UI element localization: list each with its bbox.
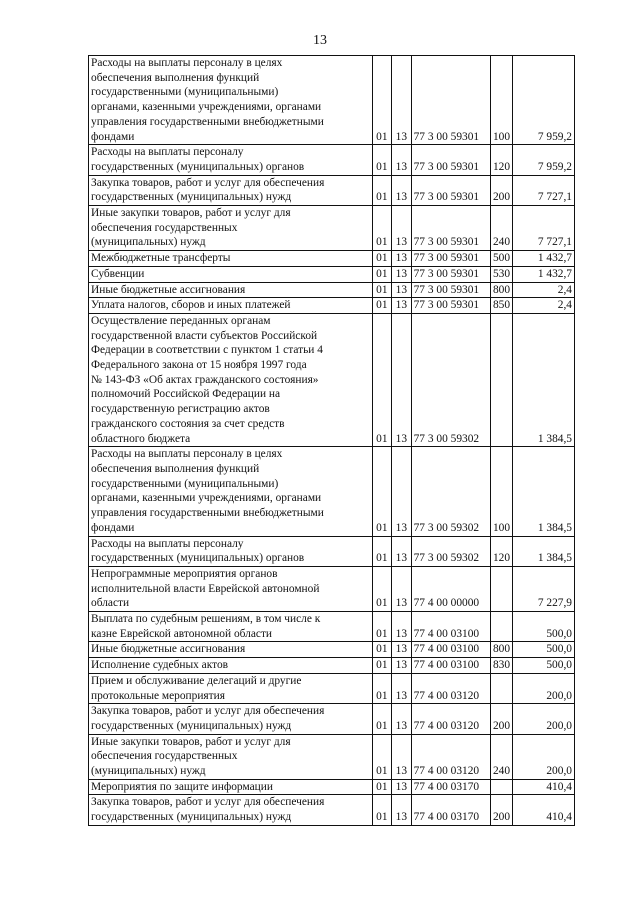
item-name-line: № 143-ФЗ «Об актах гражданского состояния» bbox=[91, 373, 319, 386]
amount: 1 432,7 bbox=[513, 251, 575, 267]
section-code: 01 bbox=[372, 642, 392, 658]
subsection-code: 13 bbox=[392, 734, 412, 779]
section-code: 01 bbox=[372, 536, 392, 566]
section-code: 01 bbox=[372, 566, 392, 611]
item-name-line: Уплата налогов, сборов и иных платежей bbox=[91, 299, 291, 312]
item-name-line: полномочий Российской Федерации на bbox=[91, 388, 281, 401]
table-row bbox=[89, 612, 575, 642]
item-name-line: Субвенции bbox=[91, 267, 145, 280]
expense-type-code: 800 bbox=[490, 282, 513, 298]
item-name-line: фондами bbox=[91, 130, 135, 143]
target-article-code: 77 4 00 03100 bbox=[411, 612, 490, 642]
section-code: 01 bbox=[372, 658, 392, 674]
amount: 1 432,7 bbox=[513, 266, 575, 282]
table-row bbox=[89, 536, 575, 566]
item-name-line: гражданского состояния за счет средств bbox=[91, 417, 285, 430]
row-item-name bbox=[89, 658, 373, 674]
subsection-code: 13 bbox=[392, 298, 412, 314]
table-row bbox=[89, 566, 575, 611]
table-row bbox=[89, 145, 575, 175]
amount: 200,0 bbox=[513, 673, 575, 703]
target-article-code: 77 3 00 59301 bbox=[411, 282, 490, 298]
item-name-line: обеспечения выполнения функций bbox=[91, 462, 260, 475]
expense-type-code: 500 bbox=[490, 251, 513, 267]
table-row bbox=[89, 251, 575, 267]
subsection-code: 13 bbox=[392, 612, 412, 642]
expense-type-code: 100 bbox=[490, 56, 513, 145]
row-item-name bbox=[89, 56, 373, 145]
target-article-code: 77 3 00 59301 bbox=[411, 206, 490, 251]
item-name-line: государственной власти субъектов Российской bbox=[91, 329, 318, 342]
target-article-code: 77 3 00 59301 bbox=[411, 298, 490, 314]
expense-type-code: 120 bbox=[490, 536, 513, 566]
amount: 2,4 bbox=[513, 298, 575, 314]
item-name-line: обеспечения государственных bbox=[91, 221, 238, 234]
expense-type-code: 100 bbox=[490, 447, 513, 536]
item-name-line: Непрограммные мероприятия органов bbox=[91, 567, 278, 580]
row-item-name bbox=[89, 673, 373, 703]
row-item-name bbox=[89, 642, 373, 658]
subsection-code: 13 bbox=[392, 536, 412, 566]
item-name-line: Расходы на выплаты персоналу bbox=[91, 537, 244, 550]
item-name-line: Расходы на выплаты персоналу bbox=[91, 146, 244, 159]
subsection-code: 13 bbox=[392, 704, 412, 734]
item-name-line: обеспечения государственных bbox=[91, 750, 238, 763]
table-row bbox=[89, 447, 575, 536]
item-name-line: Закупка товаров, работ и услуг для обеспечения bbox=[91, 705, 325, 718]
item-name-line: Иные закупки товаров, работ и услуг для bbox=[91, 207, 291, 220]
item-name-line: Межбюджетные трансферты bbox=[91, 252, 231, 265]
item-name-line: областного бюджета bbox=[91, 432, 191, 445]
target-article-code: 77 3 00 59301 bbox=[411, 251, 490, 267]
target-article-code: 77 4 00 03100 bbox=[411, 658, 490, 674]
section-code: 01 bbox=[372, 266, 392, 282]
target-article-code: 77 3 00 59302 bbox=[411, 447, 490, 536]
amount: 1 384,5 bbox=[513, 536, 575, 566]
subsection-code: 13 bbox=[392, 658, 412, 674]
expense-type-code: 200 bbox=[490, 175, 513, 205]
table-row bbox=[89, 779, 575, 795]
row-item-name bbox=[89, 734, 373, 779]
section-code: 01 bbox=[372, 612, 392, 642]
subsection-code: 13 bbox=[392, 566, 412, 611]
target-article-code: 77 4 00 03120 bbox=[411, 673, 490, 703]
item-name-line: обеспечения выполнения функций bbox=[91, 71, 260, 84]
section-code: 01 bbox=[372, 734, 392, 779]
page-number: 13 bbox=[313, 33, 327, 48]
item-name-line: Прием и обслуживание делегаций и другие bbox=[91, 674, 302, 687]
table-row bbox=[89, 734, 575, 779]
expense-type-code bbox=[490, 566, 513, 611]
row-item-name bbox=[89, 145, 373, 175]
row-item-name bbox=[89, 282, 373, 298]
subsection-code: 13 bbox=[392, 779, 412, 795]
row-item-name bbox=[89, 175, 373, 205]
expense-type-code bbox=[490, 779, 513, 795]
section-code: 01 bbox=[372, 313, 392, 446]
item-name-line: Иные бюджетные ассигнования bbox=[91, 643, 246, 656]
table-row bbox=[89, 795, 575, 825]
expense-type-code: 830 bbox=[490, 658, 513, 674]
target-article-code: 77 4 00 03170 bbox=[411, 779, 490, 795]
item-name-line: государственных (муниципальных) нужд bbox=[91, 719, 292, 732]
target-article-code: 77 3 00 59301 bbox=[411, 175, 490, 205]
item-name-line: (муниципальных) нужд bbox=[91, 236, 206, 249]
subsection-code: 13 bbox=[392, 673, 412, 703]
row-item-name bbox=[89, 795, 373, 825]
row-item-name bbox=[89, 536, 373, 566]
amount: 500,0 bbox=[513, 642, 575, 658]
table-row bbox=[89, 282, 575, 298]
target-article-code: 77 4 00 03120 bbox=[411, 734, 490, 779]
item-name-line: государственную регистрацию актов bbox=[91, 403, 270, 416]
item-name-line: Федерального закона от 15 ноября 1997 года bbox=[91, 359, 307, 372]
budget-table bbox=[88, 55, 575, 826]
amount: 200,0 bbox=[513, 704, 575, 734]
item-name-line: Закупка товаров, работ и услуг для обеспечения bbox=[91, 176, 325, 189]
row-item-name bbox=[89, 612, 373, 642]
expense-type-code: 200 bbox=[490, 795, 513, 825]
table-row bbox=[89, 313, 575, 446]
expense-type-code bbox=[490, 612, 513, 642]
row-item-name bbox=[89, 266, 373, 282]
row-item-name bbox=[89, 779, 373, 795]
section-code: 01 bbox=[372, 56, 392, 145]
table-row bbox=[89, 175, 575, 205]
expense-type-code bbox=[490, 673, 513, 703]
target-article-code: 77 3 00 59302 bbox=[411, 313, 490, 446]
item-name-line: Иные закупки товаров, работ и услуг для bbox=[91, 735, 291, 748]
item-name-line: органами, казенными учреждениями, органами bbox=[91, 492, 322, 505]
amount: 500,0 bbox=[513, 658, 575, 674]
section-code: 01 bbox=[372, 673, 392, 703]
subsection-code: 13 bbox=[392, 266, 412, 282]
item-name-line: Закупка товаров, работ и услуг для обеспечения bbox=[91, 796, 325, 809]
table-row bbox=[89, 673, 575, 703]
table-row bbox=[89, 56, 575, 145]
expense-type-code: 530 bbox=[490, 266, 513, 282]
item-name-line: управления государственными внебюджетными bbox=[91, 115, 324, 128]
section-code: 01 bbox=[372, 704, 392, 734]
section-code: 01 bbox=[372, 282, 392, 298]
item-name-line: Исполнение судебных актов bbox=[91, 659, 229, 672]
item-name-line: казне Еврейской автономной области bbox=[91, 627, 273, 640]
table-row bbox=[89, 658, 575, 674]
table-row bbox=[89, 266, 575, 282]
amount: 2,4 bbox=[513, 282, 575, 298]
subsection-code: 13 bbox=[392, 313, 412, 446]
row-item-name bbox=[89, 206, 373, 251]
subsection-code: 13 bbox=[392, 145, 412, 175]
target-article-code: 77 3 00 59301 bbox=[411, 145, 490, 175]
item-name-line: государственными (муниципальными) bbox=[91, 477, 279, 490]
item-name-line: управления государственными внебюджетными bbox=[91, 507, 324, 520]
table-row bbox=[89, 642, 575, 658]
expense-type-code bbox=[490, 313, 513, 446]
item-name-line: органами, казенными учреждениями, органами bbox=[91, 101, 322, 114]
subsection-code: 13 bbox=[392, 282, 412, 298]
expense-type-code: 850 bbox=[490, 298, 513, 314]
amount: 7 727,1 bbox=[513, 175, 575, 205]
amount: 410,4 bbox=[513, 779, 575, 795]
amount: 7 227,9 bbox=[513, 566, 575, 611]
amount: 500,0 bbox=[513, 612, 575, 642]
item-name-line: государственных (муниципальных) нужд bbox=[91, 811, 292, 824]
amount: 1 384,5 bbox=[513, 313, 575, 446]
target-article-code: 77 3 00 59302 bbox=[411, 536, 490, 566]
section-code: 01 bbox=[372, 447, 392, 536]
item-name-line: Осуществление переданных органам bbox=[91, 314, 271, 327]
item-name-line: Расходы на выплаты персоналу в целях bbox=[91, 448, 283, 461]
subsection-code: 13 bbox=[392, 251, 412, 267]
amount: 7 727,1 bbox=[513, 206, 575, 251]
row-item-name bbox=[89, 447, 373, 536]
expense-type-code: 240 bbox=[490, 734, 513, 779]
amount: 7 959,2 bbox=[513, 56, 575, 145]
item-name-line: Выплата по судебным решениям, в том числе к bbox=[91, 613, 321, 626]
item-name-line: Мероприятия по защите информации bbox=[91, 780, 273, 793]
section-code: 01 bbox=[372, 795, 392, 825]
amount: 200,0 bbox=[513, 734, 575, 779]
budget-table-body bbox=[89, 56, 575, 826]
subsection-code: 13 bbox=[392, 56, 412, 145]
item-name-line: государственных (муниципальных) нужд bbox=[91, 191, 292, 204]
item-name-line: государственных (муниципальных) органов bbox=[91, 160, 305, 173]
subsection-code: 13 bbox=[392, 206, 412, 251]
expense-type-code: 120 bbox=[490, 145, 513, 175]
table-row bbox=[89, 704, 575, 734]
item-name-line: Иные бюджетные ассигнования bbox=[91, 283, 246, 296]
item-name-line: области bbox=[91, 597, 130, 610]
target-article-code: 77 4 00 03170 bbox=[411, 795, 490, 825]
section-code: 01 bbox=[372, 175, 392, 205]
item-name-line: протокольные мероприятия bbox=[91, 689, 225, 702]
subsection-code: 13 bbox=[392, 175, 412, 205]
amount: 410,4 bbox=[513, 795, 575, 825]
target-article-code: 77 3 00 59301 bbox=[411, 56, 490, 145]
table-row bbox=[89, 298, 575, 314]
target-article-code: 77 4 00 03100 bbox=[411, 642, 490, 658]
row-item-name bbox=[89, 251, 373, 267]
expense-type-code: 240 bbox=[490, 206, 513, 251]
row-item-name bbox=[89, 313, 373, 446]
item-name-line: Федерации в соответствии с пунктом 1 статьи 4 bbox=[91, 344, 323, 357]
item-name-line: (муниципальных) нужд bbox=[91, 765, 206, 778]
expense-type-code: 200 bbox=[490, 704, 513, 734]
row-item-name bbox=[89, 298, 373, 314]
section-code: 01 bbox=[372, 145, 392, 175]
section-code: 01 bbox=[372, 298, 392, 314]
item-name-line: государственными (муниципальными) bbox=[91, 86, 279, 99]
amount: 7 959,2 bbox=[513, 145, 575, 175]
subsection-code: 13 bbox=[392, 795, 412, 825]
expense-type-code: 800 bbox=[490, 642, 513, 658]
section-code: 01 bbox=[372, 251, 392, 267]
amount: 1 384,5 bbox=[513, 447, 575, 536]
table-row bbox=[89, 206, 575, 251]
target-article-code: 77 4 00 00000 bbox=[411, 566, 490, 611]
subsection-code: 13 bbox=[392, 447, 412, 536]
item-name-line: государственных (муниципальных) органов bbox=[91, 552, 305, 565]
target-article-code: 77 4 00 03120 bbox=[411, 704, 490, 734]
item-name-line: фондами bbox=[91, 521, 135, 534]
section-code: 01 bbox=[372, 779, 392, 795]
row-item-name bbox=[89, 566, 373, 611]
target-article-code: 77 3 00 59301 bbox=[411, 266, 490, 282]
section-code: 01 bbox=[372, 206, 392, 251]
row-item-name bbox=[89, 704, 373, 734]
item-name-line: исполнительной власти Еврейской автономной bbox=[91, 582, 320, 595]
item-name-line: Расходы на выплаты персоналу в целях bbox=[91, 57, 283, 69]
subsection-code: 13 bbox=[392, 642, 412, 658]
